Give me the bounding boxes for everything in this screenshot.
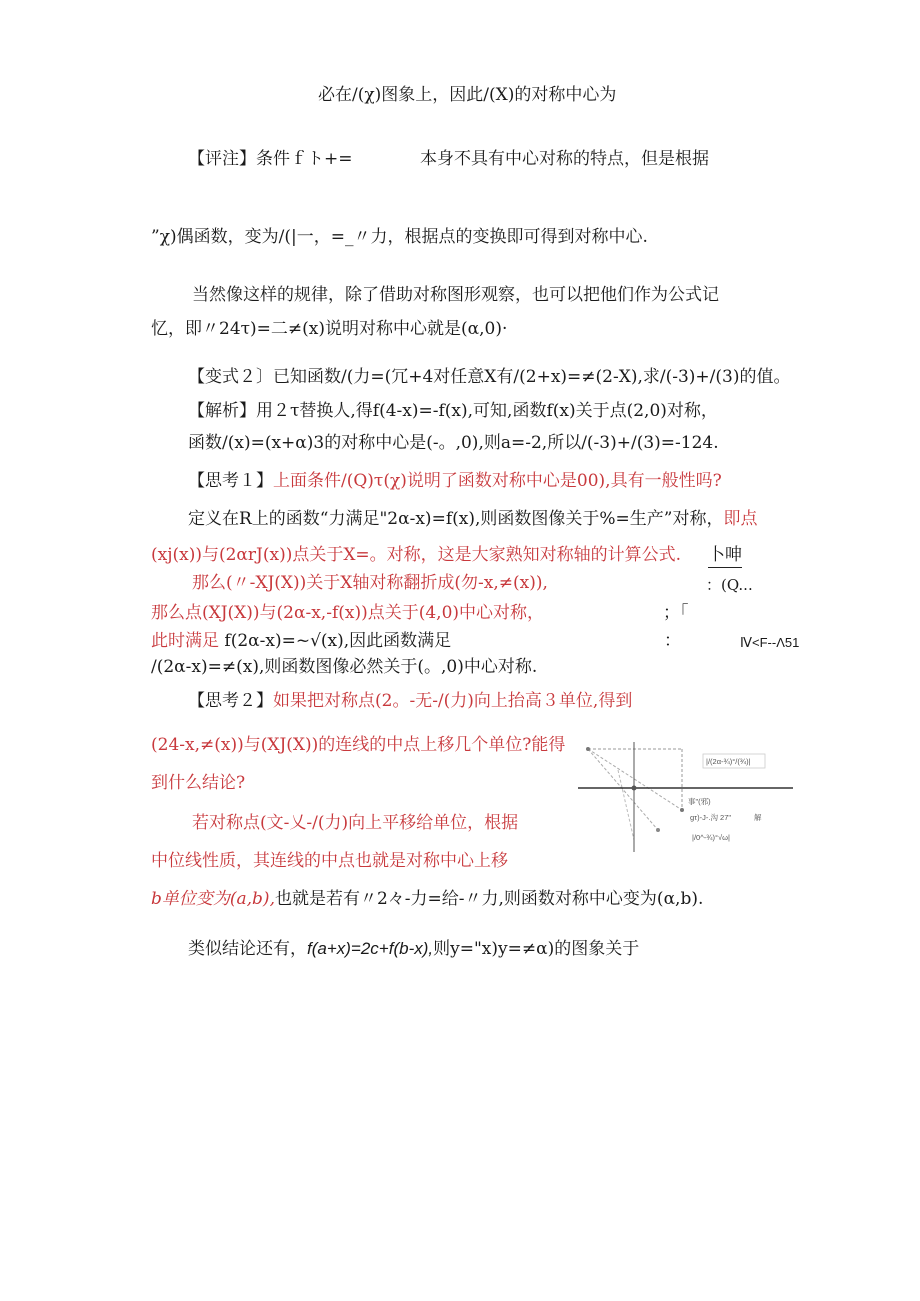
- last-formula: f(a+x)=2c+f(b-x),: [307, 939, 434, 958]
- think1-line-1: [188, 470, 722, 492]
- think1-side-mark-4: ：: [664, 631, 681, 651]
- figure-point-center: [632, 786, 637, 791]
- variant-2-line: 【变式２〕已知函数/(力=(冗+4对任意X有/(2+x)=≠(2-X),求/(-3)+/(3)的值。: [188, 367, 791, 387]
- think1-side-mark-2: ：(Q...: [706, 576, 753, 594]
- figure-dashed-diagonal-3: [618, 770, 634, 840]
- symmetry-diagram: [578, 740, 793, 852]
- figure-label-4: 解: [754, 813, 762, 822]
- figure-label-1: |/(2α-¾)°/(¾)|: [706, 757, 751, 766]
- think1-line-2-red: 即点: [723, 509, 758, 529]
- think1-line-5: 那么点(XJ(X))与(2α-x,-f(x))点关于(4,0)中心对称，: [151, 603, 545, 623]
- text-line-3: ”χ)偶函数，变为/(|一，=_〃力，根据点的变换即可得到对称中心.: [151, 227, 648, 247]
- text-line-4a: 当然像这样的规律，除了借助对称图形观察，也可以把他们作为公式记: [192, 285, 719, 305]
- last-text-2: 则y="x)y=≠α)的图象关于: [433, 939, 640, 959]
- think1-question: 上面条件/(Q)τ(χ)说明了函数对称中心是00),具有一般性吗?: [273, 471, 722, 491]
- analysis-line-1: 【解析】用２τ替换人,得f(4-x)=-f(x),可知,函数f(x)关于点(2,0)对称，: [188, 401, 718, 421]
- text-line-1: 必在/(χ)图象上，因此/(X)的对称中心为: [318, 85, 617, 105]
- think1-line-6-red: 此时满足: [151, 631, 219, 651]
- think1-line-3-red: (xj(x))与(2αrJ(x))点关于X=。对称，这是大家熟知对称轴的计算公式.: [151, 545, 682, 565]
- think1-line-4: 那么(〃-XJ(X))关于X轴对称翻折成(勿-x,≠(x)),: [192, 573, 548, 593]
- think2-prefix: 【思考２】: [188, 691, 273, 711]
- figure-dashed-diagonal-1: [588, 749, 682, 810]
- text-line-4b: 忆，即〃24τ)=二≠(x)说明对称中心就是(α,0)·: [151, 319, 508, 339]
- figure-point-a: [586, 747, 590, 751]
- figure-label-3: gτ)-J-.沟 27": [690, 813, 732, 822]
- figure-label-2: 事"(邪): [688, 797, 711, 806]
- think1-side-mark-3: ；「: [663, 603, 689, 623]
- think2-question: 如果把对称点(2。-无-/(力)向上抬高３单位,得到: [273, 691, 633, 711]
- think1-side-mark-1: 卜呻: [708, 544, 742, 568]
- last-line: [188, 938, 639, 960]
- think2-line-6-text: 也就是若有〃2々-力=给-〃力,则函数对称中心变为(α,b).: [274, 889, 704, 909]
- think1-line-6: [151, 630, 451, 652]
- think2-line-6: [151, 888, 703, 910]
- comment-text-line: 本身不具有中心对称的特点，但是根据: [420, 149, 709, 169]
- comment-label-line: 【评注】条件ｆト+=: [188, 149, 353, 169]
- think2-line-2: (24-x,≠(x))与(XJ(X))的连线的中点上移几个单位?能得: [151, 735, 566, 755]
- figure-point-b: [680, 808, 684, 812]
- think1-line-2-text: 定义在R上的函数“力满足"2α-x)=f(x),则函数图像关于%=生产”对称，: [188, 509, 724, 529]
- analysis-line-2: 函数/(x)=(x+α)3的对称中心是(-。,0),则a=-2,所以/(-3)+/(3)=-124.: [188, 433, 719, 453]
- think2-line-6-red: b单位变为(a,b),: [151, 889, 275, 909]
- think2-line-1: [188, 690, 632, 712]
- think1-line-3: [151, 544, 681, 566]
- think2-line-3: 到什么结论?: [151, 773, 246, 793]
- figure-point-c: [656, 828, 660, 832]
- think1-line-6-text: f(2α-x)=~√(x),因此函数满足: [224, 631, 452, 651]
- figure-label-5: |/0^-¾)°√ω|: [692, 833, 730, 842]
- think2-line-4: 若对称点(文-乂-/(力)向上平移给单位，根据: [192, 813, 519, 833]
- figure-dashed-diagonal-2: [588, 749, 658, 830]
- think2-line-5: 中位线性质，其连线的中点也就是对称中心上移: [151, 851, 508, 871]
- last-text-1: 类似结论还有，: [188, 939, 307, 959]
- think1-line-2: [188, 508, 757, 530]
- think1-line-7: /(2α-x)=≠(x),则函数图像必然关于(。,0)中心对称.: [151, 657, 538, 677]
- think1-side-mark-5: Ⅳ<F--Λ51: [740, 635, 800, 650]
- think1-prefix: 【思考１】: [188, 471, 273, 491]
